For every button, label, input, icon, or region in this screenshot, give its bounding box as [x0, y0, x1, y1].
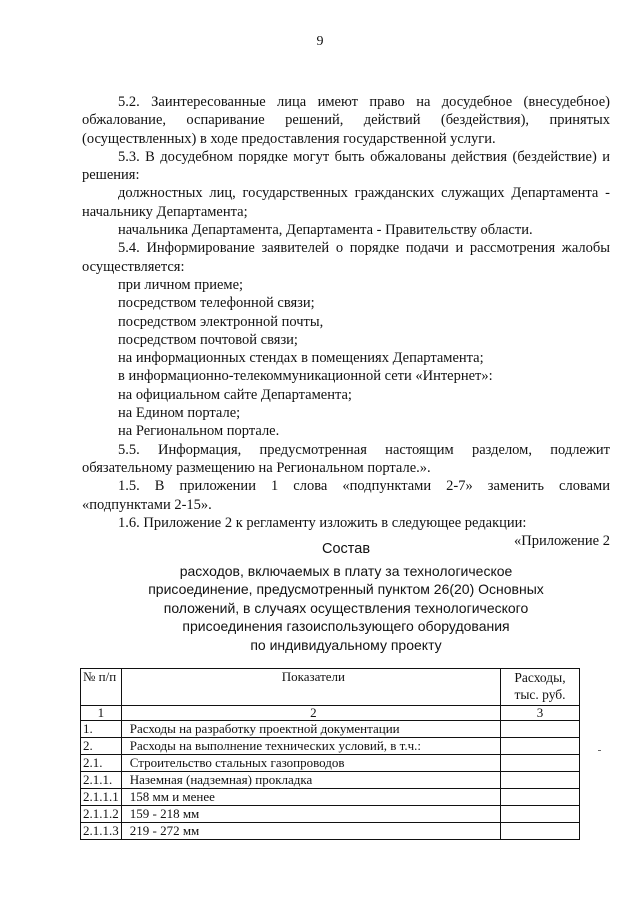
- paragraph: 1.6. Приложение 2 к регламенту изложить в следующее редакции:: [118, 514, 527, 531]
- header-number: № п/п: [81, 669, 122, 706]
- row-number: 1.: [81, 721, 122, 738]
- heading-line: по индивидуальному проекту: [250, 636, 442, 653]
- row-value: [501, 806, 580, 823]
- row-value: [501, 823, 580, 840]
- row-indicator: Расходы на разработку проектной документации: [121, 721, 500, 738]
- row-indicator: Строительство стальных газопроводов: [121, 755, 500, 772]
- heading-line: положений, в случаях осуществления технологического: [163, 599, 529, 616]
- row-indicator: 159 - 218 мм: [121, 806, 500, 823]
- paragraph: в информационно-телекоммуникационной сети «Интернет»:: [118, 368, 493, 385]
- paragraph: при личном приеме;: [118, 276, 244, 293]
- paragraph: «Приложение 2: [514, 533, 610, 550]
- paragraph: посредством телефонной связи;: [118, 295, 315, 312]
- paragraph: начальника Департамента, Департамента - Правительству области.: [118, 222, 533, 239]
- table-row: [81, 789, 580, 806]
- paragraph: 5.3. В досудебном порядке могут быть обжалованы действия (бездействие) и решения:: [82, 148, 610, 184]
- heading-line: присоединения газоиспользующего оборудования: [182, 618, 510, 635]
- paragraph: посредством почтовой связи;: [118, 331, 298, 348]
- row-number: 2.1.: [81, 755, 122, 772]
- scan-mark: [598, 750, 601, 751]
- table-heading: [82, 540, 610, 655]
- paragraph: 5.2. Заинтересованные лица имеют право на досудебное (внесудебное) обжалование, оспаривание решений, действий (бездействия), принятых (осуществленных) в ходе предоставления государственной услуги.: [82, 94, 610, 147]
- table-column-numbers-row: [81, 706, 580, 721]
- paragraph: должностных лиц, государственных гражданских служащих Департамента - начальнику Департамента;: [82, 185, 610, 220]
- paragraph: на информационных стендах в помещениях Департамента;: [118, 350, 484, 367]
- table-row: [81, 755, 580, 772]
- row-number: 2.1.1.1: [81, 789, 122, 806]
- row-number: 2.1.1.2: [81, 806, 122, 823]
- heading-title: Состав: [321, 541, 371, 557]
- row-number: 2.1.1.: [81, 772, 122, 789]
- col-number-2: 2: [121, 706, 500, 721]
- row-indicator: 158 мм и менее: [121, 789, 500, 806]
- table-row: [81, 721, 580, 738]
- table-row: [81, 738, 580, 755]
- costs-table: [80, 668, 580, 840]
- paragraph: на официальном сайте Департамента;: [118, 386, 352, 403]
- table-row: [81, 806, 580, 823]
- row-value: [501, 738, 580, 755]
- row-number: 2.: [81, 738, 122, 755]
- row-indicator: Наземная (надземная) прокладка: [121, 772, 500, 789]
- row-indicator: 219 - 272 мм: [121, 823, 500, 840]
- paragraph: 1.5. В приложении 1 слова «подпунктами 2-7» заменить словами «подпунктами 2-15».: [82, 478, 610, 513]
- paragraph: на Едином портале;: [118, 405, 241, 422]
- row-value: [501, 755, 580, 772]
- row-number: 2.1.1.3: [81, 823, 122, 840]
- heading-line: расходов, включаемых в плату за технологическое: [179, 562, 513, 579]
- paragraph: посредством электронной почты,: [118, 313, 324, 330]
- row-value: [501, 721, 580, 738]
- table-row: [81, 772, 580, 789]
- document-body: [82, 93, 610, 550]
- col-number-1: 1: [81, 706, 122, 721]
- header-costs: Расходы, тыс. руб.: [501, 669, 580, 706]
- table-row: [81, 823, 580, 840]
- paragraph: 5.4. Информирование заявителей о порядке подачи и рассмотрения жалобы осуществляется:: [82, 240, 610, 275]
- row-indicator: Расходы на выполнение технических условий, в т.ч.:: [121, 738, 500, 755]
- paragraph: 5.5. Информация, предусмотренная настоящим разделом, подлежит обязательному размещению на Региональном портале.».: [82, 441, 610, 476]
- heading-line: присоединение, предусмотренный пунктом 26(20) Основных: [148, 581, 544, 598]
- page-number: 9: [316, 34, 324, 49]
- row-value: [501, 772, 580, 789]
- row-value: [501, 789, 580, 806]
- col-number-3: 3: [501, 706, 580, 721]
- header-indicators: Показатели: [121, 669, 500, 706]
- table-header-row: [81, 669, 580, 706]
- paragraph: на Региональном портале.: [118, 423, 280, 440]
